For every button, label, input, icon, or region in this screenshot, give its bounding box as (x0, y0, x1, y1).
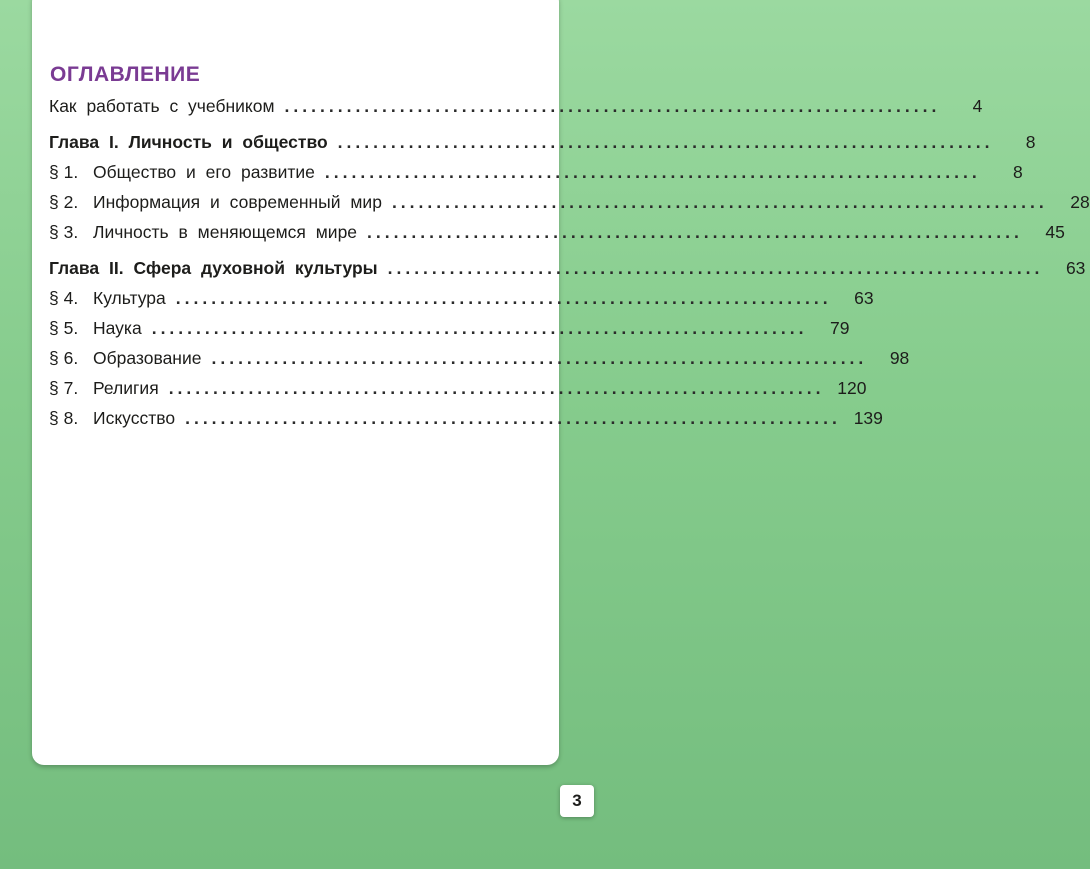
toc-entry-section-4[interactable] (49, 283, 874, 313)
toc-entry-text: Наука (93, 318, 142, 338)
table-of-contents (49, 91, 1090, 433)
toc-entry-text: Глава II. Сфера духовной культуры (49, 258, 378, 278)
toc-entry-text: Искусство (93, 408, 176, 428)
toc-entry-text: Религия (93, 378, 159, 398)
toc-entry-page: 45 (1045, 222, 1065, 242)
section-number: § 3. (49, 222, 79, 242)
dot-leader: .......................................................................... (168, 378, 825, 398)
toc-entry-text: Личность в меняющемся мире (93, 222, 358, 242)
section-number: § 5. (49, 318, 79, 338)
dot-leader: .......................................................................... (284, 96, 941, 116)
dot-leader: .......................................................................... (324, 162, 981, 182)
toc-entry-page: 98 (889, 348, 910, 368)
section-number: § 6. (49, 348, 79, 368)
dot-leader: .......................................................................... (185, 408, 841, 428)
toc-entry-section-8[interactable] (49, 403, 883, 433)
content-card (32, 0, 1090, 765)
toc-entry-text: Общество и его развитие (93, 162, 315, 182)
dot-leader: .......................................................................... (211, 348, 868, 368)
toc-entry-section-5[interactable] (49, 313, 850, 343)
section-number: § 2. (49, 192, 79, 212)
section-number: § 7. (49, 378, 79, 398)
toc-entry-section-2[interactable] (49, 187, 1090, 217)
dot-leader: .......................................................................... (391, 192, 1048, 212)
toc-entry-page: 139 (853, 408, 883, 428)
toc-entry-page: 120 (837, 378, 867, 398)
toc-entry-page: 8 (1012, 162, 1023, 182)
toc-entry-section-7[interactable] (49, 373, 867, 403)
toc-entry-page: 79 (830, 318, 850, 338)
section-number: § 1. (49, 162, 79, 182)
toc-entry-page: 8 (1025, 132, 1036, 152)
toc-entry-page: 63 (1065, 258, 1086, 278)
toc-entry-section-1[interactable] (49, 157, 1023, 187)
page-title: ОГЛАВЛЕНИЕ (50, 63, 201, 86)
toc-entry-page: 28 (1070, 192, 1090, 212)
toc-entry-text: Информация и современный мир (93, 192, 382, 212)
toc-entry-section-3[interactable] (49, 217, 1065, 247)
dot-leader: .......................................................................... (337, 132, 994, 152)
toc-entry-section-6[interactable] (49, 343, 910, 373)
page-number-badge: 3 (560, 785, 594, 817)
section-number: § 4. (49, 288, 79, 308)
dot-leader: .......................................................................... (175, 288, 832, 308)
toc-entry-how-to-use[interactable] (49, 91, 983, 121)
toc-chapter-2[interactable] (49, 253, 1086, 283)
toc-chapter-1[interactable] (49, 127, 1036, 157)
toc-entry-text: Глава I. Личность и общество (49, 132, 328, 152)
toc-entry-text: Образование (93, 348, 202, 368)
toc-entry-text: Как работать с учебником (49, 96, 275, 116)
toc-entry-text: Культура (93, 288, 166, 308)
dot-leader: .......................................................................... (387, 258, 1044, 278)
toc-entry-page: 63 (854, 288, 874, 308)
dot-leader: .......................................................................... (151, 318, 808, 338)
toc-entry-page: 4 (972, 96, 983, 116)
dot-leader: .......................................................................... (367, 222, 1023, 242)
section-number: § 8. (49, 408, 79, 428)
